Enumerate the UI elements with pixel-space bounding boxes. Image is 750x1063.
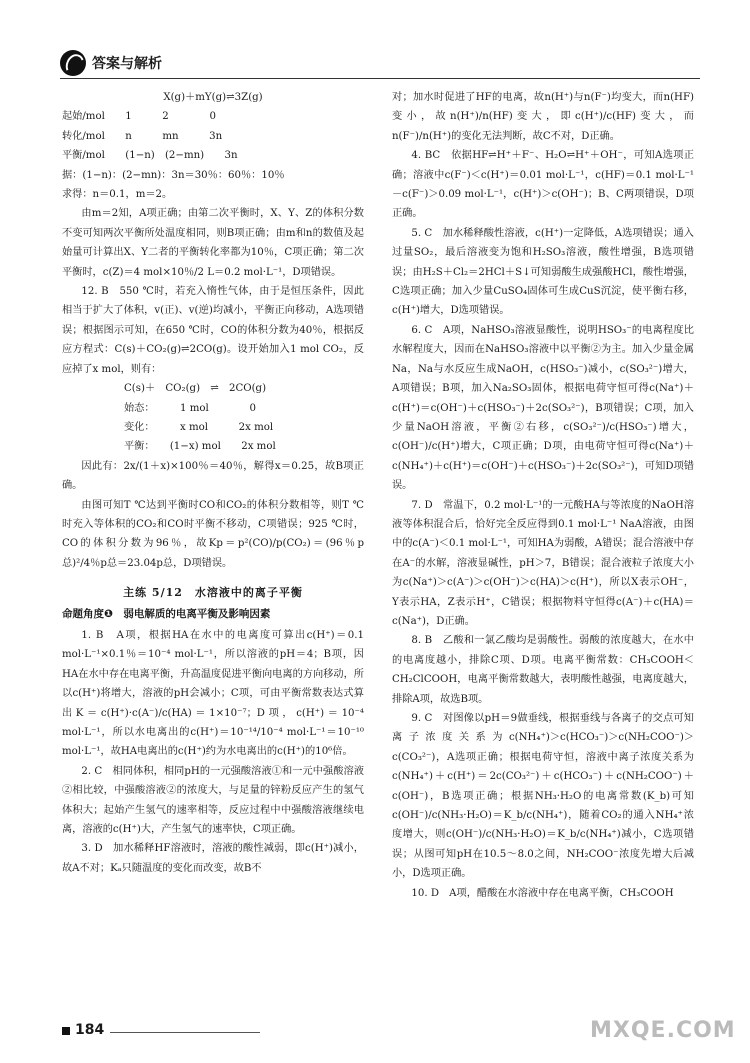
paragraph: 平衡： (1−x) mol 2x mol [124, 441, 276, 453]
paragraph: 起始/mol 1 2 0 [62, 111, 216, 123]
paragraph: 平衡/mol (1−n) (2−mn) 3n [62, 150, 238, 162]
page-header [60, 50, 700, 78]
paragraph: 7. D 常温下，0.2 mol·L⁻¹的一元酸HA与等浓度的NaOH溶液等体积混合后，恰好完全反应得到0.1 mol·L⁻¹ NaA溶液，由图中的c(A⁻)＜0.1 mol·L⁻¹，可知HA为弱酸，A错误；混合溶液中存在A⁻的水解，溶液显碱性，pH＞7，B错误；混合液粒子浓度大小为c(Na⁺)＞c(A⁻)＞c(OH⁻)＞c(HA)＞c(H⁺)，所以X表示OH⁻，Y表示HA，Z表示H⁺，C错误；根据物料守恒得c(A⁻)＋c(HA)＝c(Na⁺)，D正确。 [392, 499, 694, 627]
header-title: 答案与解析 [92, 56, 162, 72]
paragraph: 由m＝2知，A项正确；由第二次平衡时，X、Y、Z的体积分数不变可知两次平衡所处温度相同，则B项正确；由m和n的数值及起始量可计算出X、Y二者的平衡转化率都为10％，C项正确；第二次平衡时，c(Z)＝4 mol×10％/2 L＝0.2 mol·L⁻¹，D项错误。 [62, 208, 364, 278]
paragraph: 对；加水时促进了HF的电离，故n(H⁺)与n(F⁻)均变大，而n(HF)变小，故n(H⁺)/n(HF)变大，即c(H⁺)/c(HF)变大，而n(F⁻)/n(H⁺)的变化无法判断，故C不对，D正确。 [392, 92, 694, 142]
paragraph: 由图可知T ℃达到平衡时CO和CO₂的体积分数相等，则T ℃时充入等体积的CO₂和CO时平衡不移动，C项错误；925 ℃时，CO的体积分数为96％，故Kp＝p²(CO)/p(CO₂)＝(96％p总)²/4％p总＝23.04p总，D项错误。 [62, 499, 364, 569]
paragraph: 8. B 乙酸和一氯乙酸均是弱酸性。弱酸的浓度越大，在水中的电离度越小，排除C项、D项。电离平衡常数：CH₃COOH＜CH₂ClCOOH，电离平衡常数越大，表明酸性越强，电离度越大，排除A项，故选B项。 [392, 635, 694, 705]
section-heading: 主练 5/12 水溶液中的离子平衡 [123, 586, 303, 600]
page-footer [62, 1022, 362, 1042]
header-rule [60, 78, 700, 79]
paragraph: 10. D A项，醋酸在水溶液中存在电离平衡，CH₃COOH [411, 887, 674, 899]
paragraph: C(s)＋ CO₂(g) ⇌ 2CO(g) [124, 383, 267, 395]
watermark: MXQE.COM [590, 1018, 736, 1043]
paragraph: 6. C A项，NaHSO₃溶液显酸性，说明HSO₃⁻的电离程度比水解程度大，因而在NaHSO₃溶液中以平衡②为主。加入少量金属Na，Na与水反应生成NaOH，c(HSO₃⁻)减小，c(SO₃²⁻)增大，A项错误；B项，加入Na₂SO₃固体，根据电荷守恒可得c(Na⁺)＋c(H⁺)＝c(OH⁻)＋c(HSO₃⁻)＋2c(SO₃²⁻)，B项错误；C项，加入少量NaOH溶液，平衡②右移，c(SO₃²⁻)/c(HSO₃⁻)增大，c(OH⁻)/c(H⁺)增大，C项正确；D项，由电荷守恒可得c(Na⁺)＋c(NH₄⁺)＋c(H⁺)＝c(OH⁻)＋c(HSO₃⁻)＋2c(SO₃²⁻)，可知D项错误。 [392, 324, 694, 492]
paragraph: 4. BC 依据HF⇌H⁺＋F⁻、H₂O⇌H⁺＋OH⁻，可知A选项正确；溶液中c(F⁻)＜c(H⁺)＝0.01 mol·L⁻¹，c(HF)＝0.1 mol·L⁻¹－c(F⁻)＞0.09 mol·L⁻¹，c(H⁺)＞c(OH⁻)；B、C两项错误，D项正确。 [392, 150, 694, 220]
paragraph: 因此有：2x/(1＋x)×100％＝40％，解得x＝0.25，故B项正确。 [62, 460, 364, 492]
page-marker-icon [62, 1027, 70, 1035]
footer-rule [110, 1032, 260, 1033]
paragraph: 12. B 550 ℃时，若充入惰性气体，由于是恒压条件，因此相当于扩大了体积，v(正)、v(逆)均减小，平衡正向移动，A选项错误；根据图示可知，在650 ℃时，CO的体积分数为40％，根据反应方程式：C(s)＋CO₂(g)⇌2CO(g)。设开始加入1 mol CO₂，反应掉了x mol，则有： [62, 286, 364, 375]
book-logo-icon [60, 50, 86, 76]
left-column [62, 88, 364, 1018]
paragraph: 2. C 相同体积，相同pH的一元强酸溶液①和一元中强酸溶液②相比较，中强酸溶液②的浓度大，与足量的锌粉反应产生的氢气体积大；起始产生氢气的速率相等，反应过程中中强酸溶液继续电离，溶液的c(H⁺)大，产生氢气的速率快，C项正确。 [62, 765, 364, 836]
paragraph: 3. D 加水稀释HF溶液时，溶液的酸性减弱，即c(H⁺)减小，故A不对；Kₐ只随温度的变化而改变，故B不 [62, 843, 364, 874]
page-number: 184 [75, 1022, 105, 1038]
paragraph: 据：(1−n)：(2−mn)：3n＝30％：60％：10％ [62, 169, 285, 181]
paragraph: 9. C 对图像以pH＝9做垂线，根据垂线与各离子的交点可知离子浓度关系为c(NH₄⁺)＞c(HCO₃⁻)＞c(NH₂COO⁻)＞c(CO₃²⁻)，A选项正确；根据电荷守恒，溶液中离子浓度关系为c(NH₄⁺)＋c(H⁺)＝2c(CO₃²⁻)＋c(HCO₃⁻)＋c(NH₂COO⁻)＋c(OH⁻)，B选项正确；根据NH₃·H₂O的电离常数(K_b)可知c(OH⁻)/c(NH₃·H₂O)＝K_b/c(NH₄⁺)，随着CO₂的通入NH₄⁺浓度增大，则c(OH⁻)/c(NH₃·H₂O)＝K_b/c(NH₄⁺)减小，C选项错误；从图可知pH在10.5～8.0之间，NH₂COO⁻浓度先增大后减小，D选项正确。 [392, 713, 694, 880]
subsection-heading: 命题角度❶ 弱电解质的电离平衡及影响因素 [62, 607, 271, 620]
right-column [392, 88, 694, 1018]
paragraph: X(g)＋mY(g)⇌3Z(g) [163, 92, 263, 103]
paragraph: 求得：n＝0.1，m＝2。 [62, 189, 173, 201]
paragraph: 始态： 1 mol 0 [124, 402, 257, 414]
paragraph: 转化/mol n mn 3n [62, 130, 223, 142]
paragraph: 5. C 加水稀释酸性溶液，c(H⁺)一定降低，A选项错误；通入过量SO₂，最后溶液变为饱和H₂SO₃溶液，酸性增强，B选项错误；由H₂S＋Cl₂＝2HCl＋S↓可知弱酸生成强酸HCl，酸性增强，C选项正确；加入少量CuSO₄固体可生成CuS沉淀，使平衡右移，c(H⁺)增大，D选项错误。 [392, 227, 694, 317]
paragraph: 变化： x mol 2x mol [124, 421, 274, 433]
paragraph: 1. B A项，根据HA在水中的电离度可算出c(H⁺)＝0.1 mol·L⁻¹×0.1％＝10⁻⁴ mol·L⁻¹，所以溶液的pH＝4；B项，因HA在水中存在电离平衡，升高温度促进平衡向电离的方向移动，所以c(H⁺)将增大，溶液的pH会减小；C项，可由平衡常数表达式算出K＝c(H⁺)·c(A⁻)/c(HA)＝1×10⁻⁷；D项，c(H⁺)＝10⁻⁴ mol·L⁻¹，所以水电离出的c(H⁺)＝10⁻¹⁴/10⁻⁴ mol·L⁻¹＝10⁻¹⁰ mol·L⁻¹，故HA电离出的c(H⁺)约为水电离出的c(H⁺)的10⁶倍。 [62, 629, 364, 758]
